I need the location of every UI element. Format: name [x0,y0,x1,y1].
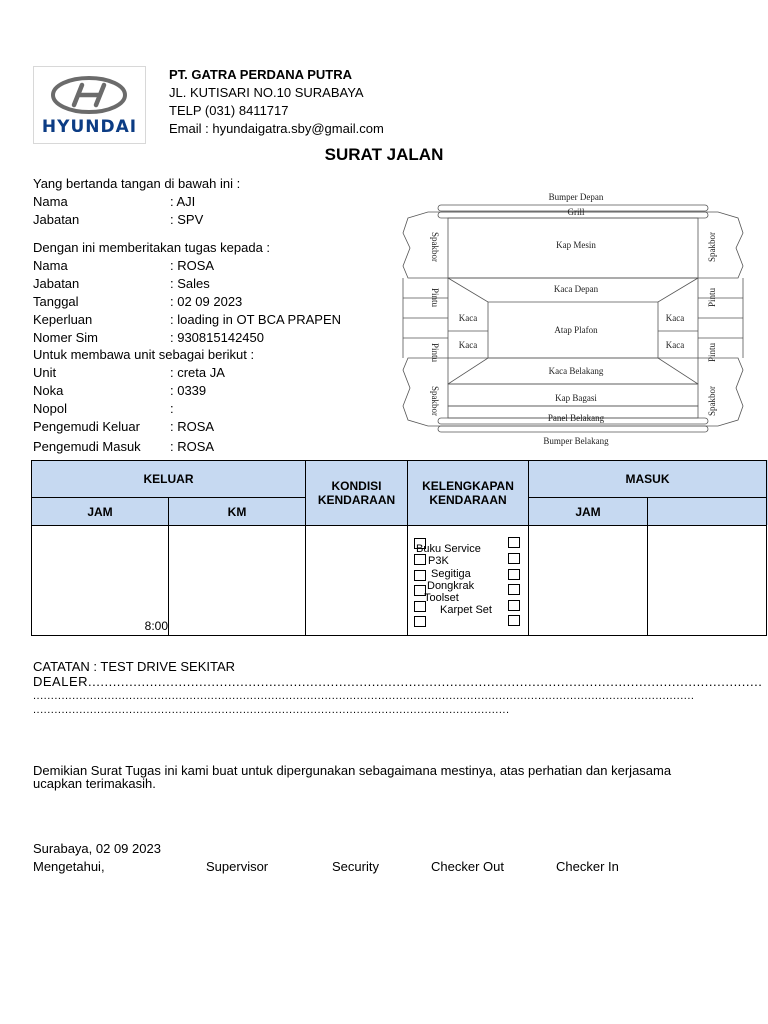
checkbox-right-3[interactable] [508,569,520,580]
item-dongkrak: Dongkrak [427,580,475,592]
signer-position-label: Jabatan [33,212,80,227]
signature-supervisor: Supervisor [206,859,269,874]
label-pintu-right-rear: Pintu [707,343,717,363]
closing-text: Demikian Surat Tugas ini kami buat untuk dipergunakan sebagaimana mestinya, atas perhatian dan kerjasama [33,763,672,778]
label-atap-plafon: Atap Plafon [554,325,598,335]
company-address: JL. KUTISARI NO.10 SURABAYA [169,85,364,100]
header-kondisi: KONDISI KENDARAAN [306,461,408,526]
item-toolset: Toolset [424,592,459,604]
item-segitiga: Segitiga [431,568,471,580]
assignee-name-value: : ROSA [170,258,215,273]
signer-position-value: : SPV [170,212,204,227]
catatan-text: CATATAN : TEST DRIVE SEKITAR [33,659,236,674]
header-masuk: MASUK [529,461,767,498]
signature-checker-out: Checker Out [431,859,504,874]
cell-kelengkapan [408,526,529,636]
driver-in-label: Pengemudi Masuk [33,439,141,454]
assignee-position-label: Jabatan [33,276,80,291]
driver-out-value: : ROSA [170,419,215,434]
header-jam-masuk: JAM [529,498,648,526]
cell-jam-masuk[interactable] [529,526,648,636]
checkbox-left-2[interactable] [414,554,426,565]
label-panel-belakang: Panel Belakang [547,413,605,423]
assignee-date-label: Tanggal [33,294,79,309]
assignee-purpose-value: : loading in OT BCA PRAPEN [170,312,342,327]
label-spakbor-right-front: Spakbor [707,232,717,262]
assignee-name-label: Nama [33,258,68,273]
nopol-value: : [170,401,174,416]
label-kaca-depan: Kaca Depan [553,284,599,294]
label-spakbor-right-rear: Spakbor [707,386,717,416]
notes-dotted-line-2: .......................................................................................................................................................................................... [33,690,695,702]
signature-mengetahui: Mengetahui, [33,859,105,874]
vehicle-log-table [31,460,670,636]
company-phone: TELP (031) 8411717 [169,103,289,118]
hyundai-logo-icon [34,73,145,123]
signer-name-value: : AJI [170,194,196,209]
checkbox-left-6[interactable] [414,616,426,627]
item-p3k: P3K [428,555,449,567]
label-pintu-right-front: Pintu [707,288,717,308]
company-logo [33,66,146,144]
company-name: PT. GATRA PERDANA PUTRA [169,67,352,82]
car-inspection-diagram [398,188,746,450]
noka-label: Noka [33,383,64,398]
signature-checker-in: Checker In [556,859,619,874]
header-km-keluar: KM [169,498,306,526]
place-date: Surabaya, 02 09 2023 [33,841,161,856]
assign-intro: Dengan ini memberitakan tugas kepada : [33,240,271,255]
label-kap-mesin: Kap Mesin [556,240,596,250]
signer-name-label: Nama [33,194,68,209]
assignee-position-value: : Sales [170,276,210,291]
unit-value: : creta JA [170,365,225,380]
checkbox-right-2[interactable] [508,553,520,564]
checkbox-right-1[interactable] [508,537,520,548]
label-spakbor-left-rear: Spakbor [430,386,440,416]
assignee-purpose-label: Keperluan [33,312,93,327]
unit-intro: Untuk membawa unit sebagai berikut : [33,347,255,362]
assignee-date-value: : 02 09 2023 [170,294,243,309]
closing-text-2: ucapkan terimakasih. [33,776,156,791]
label-kaca-right-front: Kaca [665,313,685,323]
cell-jam-keluar[interactable] [32,526,169,636]
unit-label: Unit [33,365,57,380]
checkbox-right-5[interactable] [508,600,520,611]
driver-in-value: : ROSA [170,439,215,454]
assignee-sim-value: : 930815142450 [170,330,264,345]
checkbox-right-4[interactable] [508,584,520,595]
header-jam-keluar: JAM [32,498,169,526]
catatan-dealer: DEALER.................................................................................................................................................................... [33,674,763,689]
nopol-label: Nopol [33,401,67,416]
document-title: SURAT JALAN [324,145,444,164]
assignee-sim-label: Nomer Sim [33,330,99,345]
signature-security: Security [332,859,379,874]
checkbox-right-6[interactable] [508,615,520,626]
label-spakbor-left-front: Spakbor [430,232,440,262]
label-kaca-left-rear: Kaca [458,340,478,350]
item-karpet-set: Karpet Set [440,604,492,616]
label-pintu-left-rear: Pintu [430,343,440,363]
signer-intro: Yang bertanda tangan di bawah ini : [33,176,241,191]
cell-km-masuk[interactable] [648,526,767,636]
noka-value: : 0339 [170,383,207,398]
label-bumper-depan: Bumper Depan [548,192,604,202]
jam-keluar-value: 8:00 [144,619,168,633]
label-kaca-right-rear: Kaca [665,340,685,350]
label-kaca-left-front: Kaca [458,313,478,323]
header-keluar: KELUAR [32,461,306,498]
logo-wordmark: HYUNDAI [41,117,138,137]
item-buku-service: Buku Service [416,543,481,555]
driver-out-label: Pengemudi Keluar [33,419,140,434]
cell-km-keluar[interactable] [169,526,306,636]
label-grill: Grill [567,207,585,217]
checkbox-left-3[interactable] [414,570,426,581]
label-kap-bagasi: Kap Bagasi [555,393,597,403]
company-email: Email : hyundaigatra.sby@gmail.com [169,121,384,136]
label-bumper-belakang: Bumper Belakang [543,436,609,446]
header-kelengkapan: KELENGKAPAN KENDARAAN [408,461,529,526]
label-kaca-belakang: Kaca Belakang [548,366,604,376]
notes-dotted-line-3: ...................................................................................................................................... [33,704,510,716]
header-km-masuk [648,498,767,526]
label-pintu-left-front: Pintu [430,288,440,308]
cell-kondisi[interactable] [306,526,408,636]
